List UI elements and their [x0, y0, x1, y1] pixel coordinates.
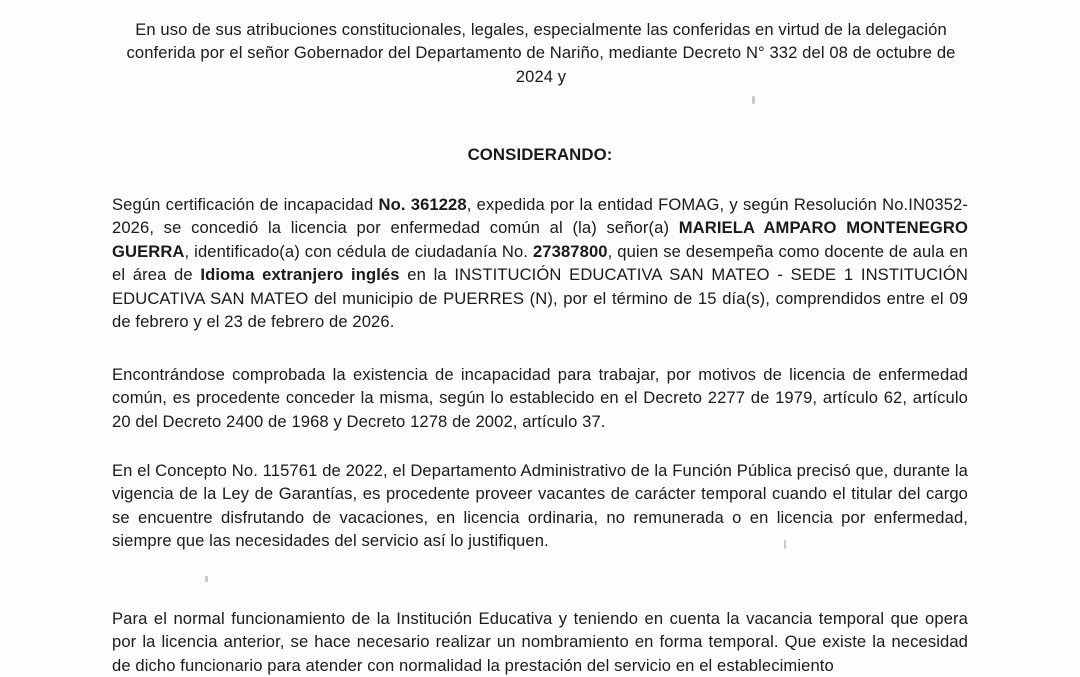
p1-text-2: , expedida por la entidad FOMAG, y según Resolución No.IN0352-2026, se concedió la licencia por enfermedad común al (la) señor(a) [112, 195, 969, 238]
id-number: 27387800 [532, 241, 608, 261]
p1-text-4: , quien se desempeña como docente de aula en el área de [112, 241, 968, 285]
employee-name: MARIELA AMPARO MONTENEGRO GUERRA [112, 218, 968, 261]
appointment-paragraph: Para el normal funcionamiento de la Institución Educativa y teniendo en cuenta la vacancia temporal que opera por la licencia anterior, se hace necesario realizar un nombramiento en forma temporal. Que existe la necesidad de dicho funcionario para atender con normalidad la prestación del servicio en el establecimiento [112, 609, 968, 675]
scan-speck [752, 96, 755, 104]
p1-text-1: Según certificación de incapacidad [112, 195, 379, 214]
scan-speck [784, 540, 786, 549]
certification-paragraph [112, 193, 968, 333]
p1-text-5: en la INSTITUCIÓN EDUCATIVA SAN MATEO - SEDE 1 INSTITUCIÓN EDUCATIVA SAN MATEO del municipio de PUERRES (N), por el término de 15 día(s), comprendidos entre el 09 de febrero y el 23 de febrero de 2026. [112, 265, 968, 332]
teaching-area: Idioma extranjero inglés [200, 265, 400, 285]
p1-text-3: , identificado(a) con cédula de ciudadanía No. [184, 241, 533, 261]
incapacity-paragraph: Encontrándose comprobada la existencia de incapacidad para trabajar, por motivos de licencia de enfermedad común, es procedente conceder la misma, según lo establecido en el Decreto 2277 de 1979, artículo 62, artículo 20 del Decreto 2400 de 1968 y Decreto 1278 de 2002, artículo 37. [112, 365, 968, 431]
concept-paragraph: En el Concepto No. 115761 de 2022, el Departamento Administrativo de la Función Pública precisó que, durante la vigencia de la Ley de Garantías, es procedente proveer vacantes de carácter temporal cuando el titular del cargo se encuentre disfrutando de vacaciones, en licencia ordinaria, no remunerada o en licencia por enfermedad, siempre que las necesidades del servicio así lo justifiquen. [112, 461, 968, 551]
intro-paragraph: En uso de sus atribuciones constitucionales, legales, especialmente las conferidas en virtud de la delegación conferida por el señor Gobernador del Departamento de Nariño, mediante Decreto N° 332 del 08 de octubre de 2024 y [126, 20, 956, 86]
considerando-heading: CONSIDERANDO: [467, 145, 613, 164]
scan-speck [205, 576, 208, 582]
certificate-number: No. 361228 [378, 195, 467, 214]
